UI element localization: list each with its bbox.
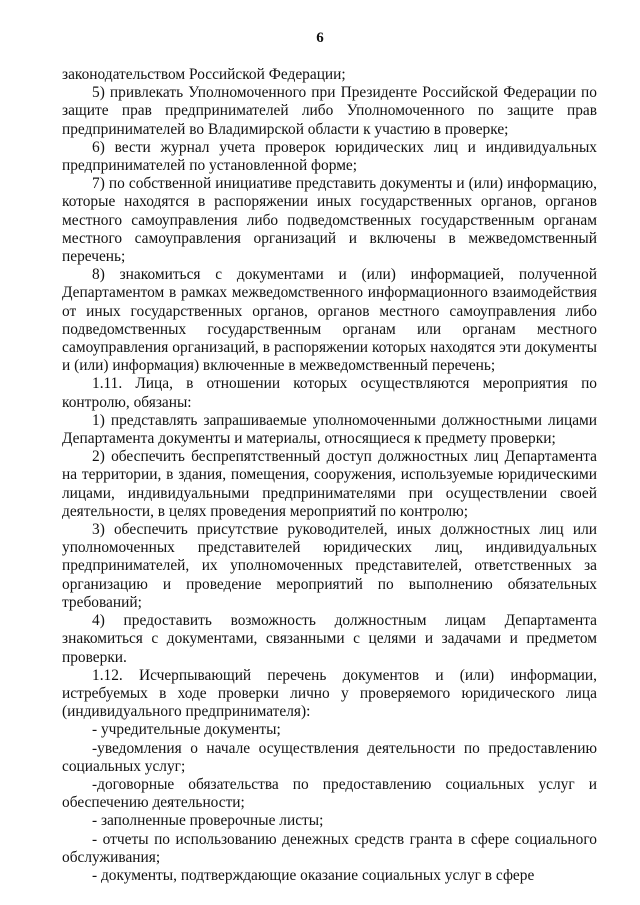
paragraph: 2) обеспечить беспрепятственный доступ должностных лиц Департамента на территории, в здания, помещения, сооружения, используемые юридическими лицами, индивидуальными предпринимателями при осуществлении своей деятельности, в целях проведения мероприятий по контролю; [62, 448, 597, 520]
page-number: 6 [316, 30, 324, 46]
paragraph: 6) вести журнал учета проверок юридических лиц и индивидуальных предпринимателей по установленной форме; [62, 138, 597, 175]
paragraph: 8) знакомиться с документами и (или) информацией, полученной Департаментом в рамках межведомственного информационного взаимодействия от иных государственных органов, органов местного самоуправления либо подведомственных государственным органам или органам местного самоуправления организаций, в распоряжении которых находятся эти документы и (или) информация) включенные в межведомственный перечень; [62, 266, 597, 375]
document-body [62, 66, 597, 885]
paragraph: 3) обеспечить присутствие руководителей, иных должностных лиц или уполномоченных представителей юридических лиц, индивидуальных предпринимателей, их уполномоченных представителей, ответственных за организацию и проведение мероприятий по выполнению обязательных требований; [62, 521, 597, 611]
list-item: - заполненные проверочные листы; [92, 812, 324, 830]
list-item: -уведомления о начале осуществления деятельности по предоставлению социальных услуг; [62, 739, 597, 775]
list-item: - отчеты по использованию денежных средств гранта в сфере социального обслуживания; [62, 830, 597, 866]
list-item: - документы, подтверждающие оказание социальных услуг в сфере [92, 866, 535, 884]
paragraph: 5) привлекать Уполномоченного при Президенте Российской Федерации по защите прав предпринимателей либо Уполномоченного по защите прав предпринимателей во Владимирской области к участию в проверке; [62, 84, 597, 138]
paragraph: 1) представлять запрашиваемые уполномоченными должностными лицами Департамента документы и материалы, относящиеся к предмету проверки; [62, 411, 597, 448]
paragraph: 7) по собственной инициативе представить документы и (или) информацию, которые находятся в распоряжении иных государственных органов, органов местного самоуправления либо подведомственных государственным органам местного самоуправления организаций и включены в межведомственный перечень; [62, 175, 597, 266]
list-item: -договорные обязательства по предоставлению социальных услуг и обеспечению деятельности; [62, 775, 597, 812]
list-item: - учредительные документы; [92, 721, 281, 739]
paragraph: 4) предоставить возможность должностным лицам Департамента знакомиться с документами, связанными с целями и задачами и предметом проверки. [62, 612, 597, 666]
paragraph: законодательством Российской Федерации; [62, 66, 346, 83]
paragraph: 1.12. Исчерпывающий перечень документов и (или) информации, истребуемых в ходе проверки лично у проверяемого юридического лица (индивидуального предпринимателя): [62, 666, 597, 721]
paragraph: 1.11. Лица, в отношении которых осуществляются мероприятия по контролю, обязаны: [62, 375, 597, 411]
